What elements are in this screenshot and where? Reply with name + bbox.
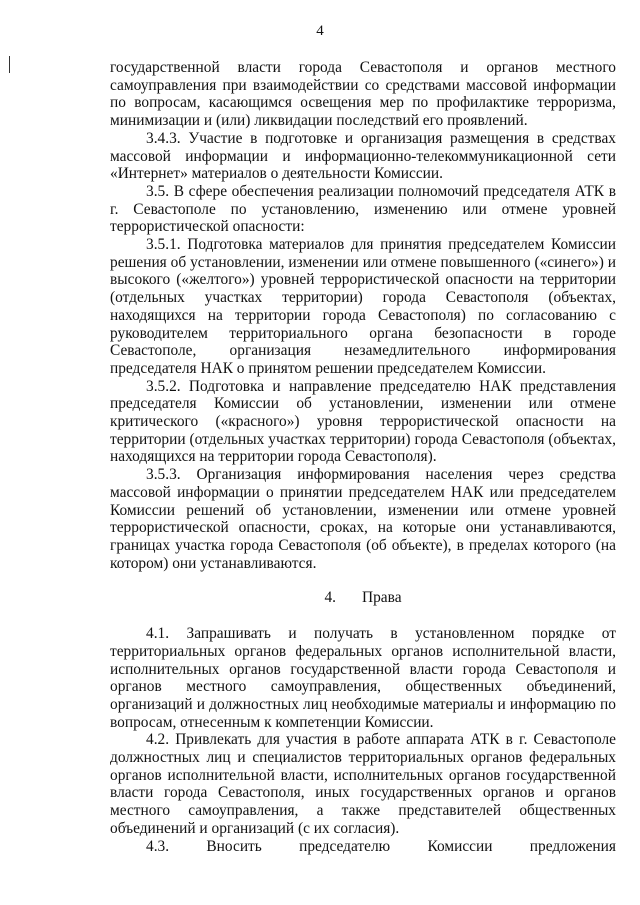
paragraph-3-5-3: 3.5.3. Организация информирования населения через средства массовой информации о принятии председателем НАК или председателем Комиссии решений об установлении, изменении или отмене уровней террористической опасности, сроках, на которые они устанавливаются, границах участка города Севастополя (об объекте), в пределах которого (на котором) они устанавливаются. xyxy=(110,466,616,572)
paragraph-3-5-2: 3.5.2. Подготовка и направление председателю НАК представления председателя Комиссии об установлении, изменении или отмене критического («красного») уровня террористической опасности на территории (отдельных участках территории) города Севастополя (объектах, находящихся на территории города Севастополя). xyxy=(110,377,616,466)
paragraph-3-4-3: 3.4.3. Участие в подготовке и организация размещения в средствах массовой информации и информационно-телекоммуникационной сети «Интернет» материалов о деятельности Комиссии. xyxy=(110,129,616,183)
margin-mark xyxy=(9,56,10,73)
paragraph-4-3: 4.3. Вносить председателю Комиссии предложения xyxy=(146,837,616,855)
paragraph-4-2: 4.2. Привлекать для участия в работе аппарата АТК в г. Севастополе должностных лиц и специалистов территориальных органов федеральных органов исполнительной власти, исполнительных органов государственной власти города Севастополя, иных государственных органов и органов местного самоуправления, а также представителей общественных объединений и организаций (с их согласия). xyxy=(110,731,616,837)
section-heading xyxy=(110,589,616,607)
section-number: 4. xyxy=(324,589,336,607)
page-number: 4 xyxy=(316,23,324,39)
paragraph-3-5-1: 3.5.1. Подготовка материалов для принятия председателем Комиссии решения об установлении, изменении или отмене повышенного («синего») и высокого («желтого») уровней террористической опасности на территории (отдельных участках территории) города Севастополя (объектах, находящихся на территории города Севастополя) по согласованию с руководителем территориального органа безопасности в городе Севастополе, организация незамедлительного информирования председателя НАК о принятом решении председателем Комиссии. xyxy=(110,236,616,377)
paragraph-3-5: 3.5. В сфере обеспечения реализации полномочий председателя АТК в г. Севастополе по установлению, изменению или отмене уровней террористической опасности: xyxy=(110,182,616,236)
paragraph-continuation: государственной власти города Севастополя и органов местного самоуправления при взаимодействии со средствами массовой информации по вопросам, касающимся освещения мер по профилактике терроризма, минимизации и (или) ликвидации последствий его проявлений. xyxy=(110,59,616,130)
paragraphs-after-section xyxy=(110,625,616,855)
section-title: Права xyxy=(362,589,402,607)
document-body xyxy=(110,59,616,855)
paragraph-4-1: 4.1. Запрашивать и получать в установленном порядке от территориальных органов федеральных органов исполнительной власти, исполнительных органов государственной власти города Севастополя и органов местного самоуправления, общественных объединений, организаций и должностных лиц необходимые материалы и информацию по вопросам, отнесенным к компетенции Комиссии. xyxy=(110,625,616,731)
paragraphs-before-section xyxy=(110,59,616,572)
